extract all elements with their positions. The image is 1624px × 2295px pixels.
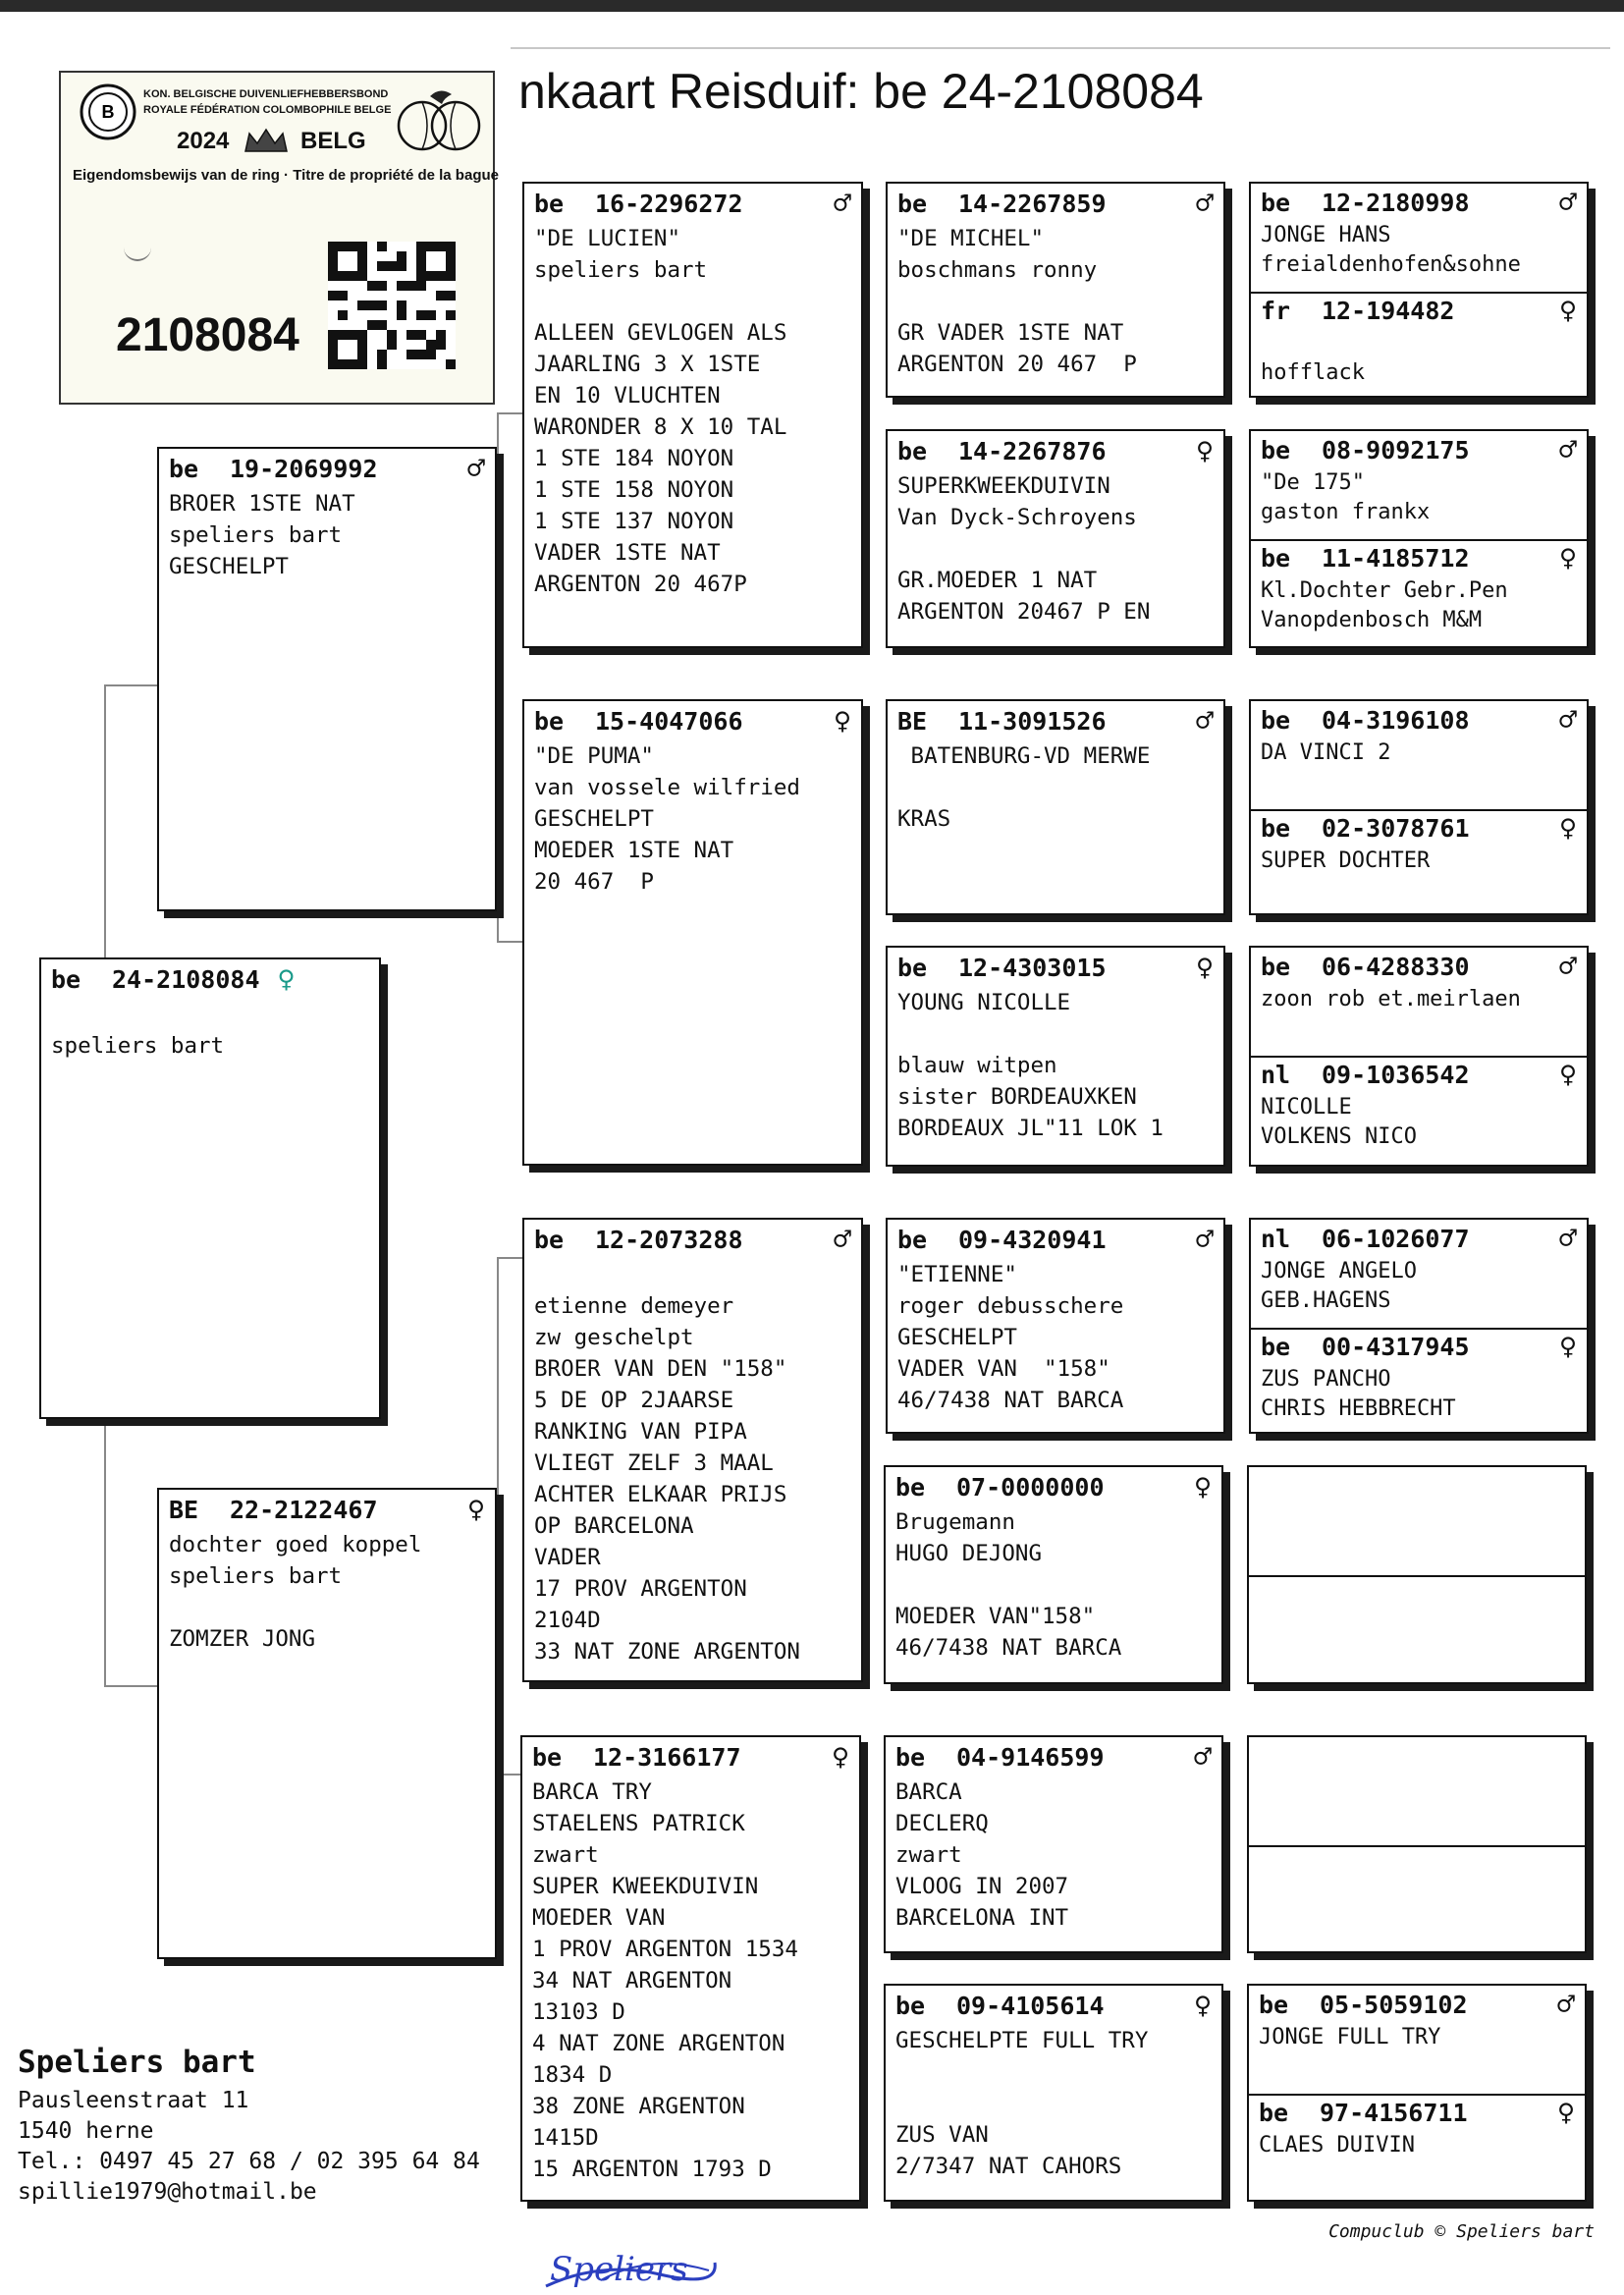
label-ring-number: 2108084 (116, 309, 299, 361)
country-code: be (534, 706, 565, 736)
owner-street: Pausleenstraat 11 (18, 2088, 249, 2113)
card-details: SUPER DOCHTER (1261, 848, 1431, 873)
male-icon: ♂ (833, 186, 851, 221)
ring-number: 12-2180998 (1322, 188, 1470, 217)
grandparent-card (520, 1735, 861, 2202)
ring-number: 12-3166177 (593, 1742, 741, 1772)
country-code: be (1261, 705, 1291, 735)
great-grandparent-card (884, 1735, 1223, 1953)
label-year: 2024 (177, 128, 230, 154)
gg-grandparent-pair (1249, 946, 1589, 1167)
card-details: BARCA TRY STAELENS PATRICK zwart SUPER KWEEKDUIVIN MOEDER VAN 1 PROV ARGENTON 1534 34 NAT ARGENTON 13103 D 4 NAT ZONE ARGENTON 1834 D 38 ZONE ARGENTON 1415D 15 ARGENTON 1793 D (532, 1779, 798, 2182)
qr-code-icon (328, 242, 456, 369)
gg-grandparent-pair-empty (1247, 1735, 1587, 1953)
signature (542, 2241, 719, 2295)
country-code: be (895, 1742, 926, 1772)
country-code: be (1259, 1990, 1289, 2019)
ring-number: 09-4320941 (958, 1225, 1107, 1254)
pair-divider (1249, 2094, 1585, 2096)
page-title: nkaart Reisduif: be 24-2108084 (518, 64, 1204, 119)
great-grandparent-card (884, 1465, 1223, 1684)
ring-number: 09-4105614 (956, 1991, 1105, 2020)
pair-divider (1251, 539, 1587, 541)
grandparent-card (522, 699, 863, 1166)
great-grandparent-card (886, 946, 1225, 1167)
country-code: BE (897, 706, 928, 736)
country-code: be (1261, 543, 1291, 573)
country-code: be (895, 1991, 926, 2020)
ring-number: 16-2296272 (595, 189, 743, 218)
gg-grandparent-pair (1249, 699, 1589, 915)
card-details: "DE PUMA" van vossele wilfried GESCHELPT MOEDER 1STE NAT 20 467 P (534, 743, 800, 895)
country-code: be (169, 454, 199, 483)
great-grandparent-card (884, 1984, 1223, 2202)
ring-number: 09-1036542 (1322, 1060, 1470, 1089)
country-code: fr (1261, 296, 1291, 325)
federation-name-fr: ROYALE FÉDÉRATION COLOMBOPHILE BELGE (143, 104, 392, 116)
title-rule (511, 47, 1610, 49)
female-icon: ♀ (1195, 433, 1214, 468)
gg-grandparent-pair (1247, 1984, 1587, 2202)
female-icon: ♀ (1558, 1329, 1577, 1364)
country-code: be (1261, 952, 1291, 981)
grandparent-card (522, 1218, 863, 1682)
country-code: nl (1261, 1224, 1291, 1253)
female-icon: ♀ (277, 961, 296, 997)
card-details: ZUS PANCHO CHRIS HEBBRECHT (1261, 1367, 1456, 1421)
card-details: GESCHELPTE FULL TRY ZUS VAN 2/7347 NAT CAHORS (895, 2028, 1149, 2179)
card-details: JONGE HANS freialdenhofen&sohne (1261, 223, 1521, 277)
country-code: be (897, 436, 928, 465)
crown-icon (242, 126, 291, 157)
male-icon: ♂ (1558, 432, 1577, 467)
federation-logo-icon (79, 82, 137, 141)
globe-pigeon-logo-icon (393, 82, 487, 153)
female-icon: ♀ (1558, 810, 1577, 846)
mother-card (157, 1488, 497, 1959)
country-code: be (1259, 2098, 1289, 2127)
card-details: etienne demeyer zw geschelpt BROER VAN DEN "158" 5 DE OP 2JAARSE RANKING VAN PIPA VLIEGT ZELF 3 MAAL ACHTER ELKAAR PRIJS OP BARCELONA VADER 17 PROV ARGENTON 2104D 33 NAT ZONE ARGENTON (534, 1293, 800, 1665)
male-icon: ♂ (466, 451, 485, 486)
card-details: CLAES DUIVIN (1259, 2133, 1415, 2158)
card-details: "ETIENNE" roger debusschere GESCHELPT VADER VAN "158" 46/7438 NAT BARCA (897, 1262, 1124, 1413)
great-grandparent-card (886, 699, 1225, 915)
label-country: BELG (300, 128, 366, 154)
great-grandparent-card (886, 182, 1225, 398)
country-code: be (51, 964, 81, 994)
ring-number: 12-194482 (1322, 296, 1455, 325)
female-icon: ♀ (1558, 1057, 1577, 1092)
card-details: BARCA DECLERQ zwart VLOOG IN 2007 BARCELONA INT (895, 1779, 1069, 1931)
country-code: be (1261, 813, 1291, 843)
ring-number: 02-3078761 (1322, 813, 1470, 843)
country-code: be (532, 1742, 563, 1772)
pair-divider (1249, 1575, 1585, 1577)
ring-number: 22-2122467 (230, 1495, 378, 1524)
female-icon: ♀ (833, 703, 851, 738)
pair-divider (1251, 1056, 1587, 1058)
card-details: DA VINCI 2 (1261, 740, 1391, 765)
hole-mark (124, 246, 151, 261)
gg-grandparent-pair-empty (1247, 1465, 1587, 1684)
grandparent-card (522, 182, 863, 648)
ring-number: 11-4185712 (1322, 543, 1470, 573)
card-details: dochter goed koppel speliers bart ZOMZER JONG (169, 1532, 422, 1652)
card-details: YOUNG NICOLLE blauw witpen sister BORDEAUXKEN BORDEAUX JL"11 LOK 1 (897, 990, 1164, 1141)
card-details: NICOLLE VOLKENS NICO (1261, 1095, 1417, 1149)
connector-father-parents (497, 412, 522, 943)
country-code: be (1261, 1332, 1291, 1361)
male-icon: ♂ (1195, 186, 1214, 221)
male-icon: ♂ (1195, 1222, 1214, 1257)
male-icon: ♂ (1558, 949, 1577, 984)
pair-divider (1251, 1328, 1587, 1330)
owner-phone: Tel.: 0497 45 27 68 / 02 395 64 84 (18, 2149, 480, 2174)
card-details: BATENBURG-VD MERWE KRAS (897, 743, 1151, 832)
card-details: zoon rob et.meirlaen (1261, 987, 1521, 1011)
card-details: JONGE FULL TRY (1259, 2025, 1441, 2049)
ring-number: 14-2267859 (958, 189, 1107, 218)
card-details: speliers bart (51, 1033, 225, 1059)
ring-number: 19-2069992 (230, 454, 378, 483)
ring-number: 12-4303015 (958, 953, 1107, 982)
male-icon: ♂ (833, 1222, 851, 1257)
gg-grandparent-pair (1249, 182, 1589, 398)
ring-label (59, 71, 499, 405)
federation-name-nl: KON. BELGISCHE DUIVENLIEFHEBBERSBOND (143, 88, 389, 100)
female-icon: ♀ (1558, 293, 1577, 328)
female-icon: ♀ (466, 1492, 485, 1527)
country-code: be (1261, 188, 1291, 217)
ring-number: 15-4047066 (595, 706, 743, 736)
country-code: be (534, 189, 565, 218)
male-icon: ♂ (1558, 702, 1577, 738)
female-icon: ♀ (831, 1739, 849, 1775)
owner-name: Speliers bart (18, 2045, 256, 2080)
connector-subject-father (104, 684, 163, 967)
subject-card (39, 957, 381, 1419)
country-code: nl (1261, 1060, 1291, 1089)
pair-divider (1249, 1845, 1585, 1847)
ring-number: 00-4317945 (1322, 1332, 1470, 1361)
ring-number: 04-3196108 (1322, 705, 1470, 735)
card-details: hofflack (1261, 360, 1365, 385)
ring-number: 06-4288330 (1322, 952, 1470, 981)
owner-email: spillie1979@hotmail.be (18, 2179, 317, 2205)
connector-mother-parents (497, 1257, 522, 1776)
owner-city: 1540 herne (18, 2118, 154, 2144)
female-icon: ♀ (1193, 1988, 1212, 2023)
country-code: be (1261, 435, 1291, 464)
ring-number: 08-9092175 (1322, 435, 1470, 464)
male-icon: ♂ (1195, 703, 1214, 738)
country-code: BE (169, 1495, 199, 1524)
great-grandparent-card (886, 1218, 1225, 1434)
card-details: Kl.Dochter Gebr.Pen Vanopdenbosch M&M (1261, 578, 1508, 632)
gg-grandparent-pair (1249, 1218, 1589, 1434)
gg-grandparent-pair (1249, 429, 1589, 648)
svg-text:Speliers: Speliers (550, 2250, 688, 2289)
ring-number: 11-3091526 (958, 706, 1107, 736)
male-icon: ♂ (1556, 1987, 1575, 2022)
ring-number: 97-4156711 (1320, 2098, 1468, 2127)
pair-divider (1251, 292, 1587, 294)
scan-top-edge (0, 0, 1624, 12)
male-icon: ♂ (1193, 1739, 1212, 1775)
country-code: be (897, 953, 928, 982)
female-icon: ♀ (1558, 540, 1577, 575)
female-icon: ♀ (1193, 1469, 1212, 1504)
ring-number: 12-2073288 (595, 1225, 743, 1254)
great-grandparent-card (886, 429, 1225, 648)
card-details: SUPERKWEEKDUIVIN Van Dyck-Schroyens GR.MOEDER 1 NAT ARGENTON 20467 P EN (897, 473, 1151, 625)
ownership-caption: Eigendomsbewijs van de ring · Titre de propriété de la bague (73, 167, 499, 184)
female-icon: ♀ (1195, 950, 1214, 985)
country-code: be (895, 1472, 926, 1502)
country-code: be (897, 1225, 928, 1254)
male-icon: ♂ (1558, 185, 1577, 220)
card-details: "DE LUCIEN" speliers bart ALLEEN GEVLOGEN ALS JAARLING 3 X 1STE EN 10 VLUCHTEN WARONDER 8 X 10 TAL 1 STE 184 NOYON 1 STE 158 NOYON 1 STE 137 NOYON VADER 1STE NAT ARGENTON 20 467P (534, 226, 787, 597)
card-details: "De 175" gaston frankx (1261, 470, 1431, 524)
ring-number: 24-2108084 (112, 964, 260, 994)
card-details: "DE MICHEL" boschmans ronny GR VADER 1STE NAT ARGENTON 20 467 P (897, 226, 1137, 377)
svg-text:B: B (101, 102, 115, 122)
card-details: JONGE ANGELO GEB.HAGENS (1261, 1259, 1417, 1313)
ring-number: 06-1026077 (1322, 1224, 1470, 1253)
ring-number: 14-2267876 (958, 436, 1107, 465)
card-details: Brugemann HUGO DEJONG MOEDER VAN"158" 46/7438 NAT BARCA (895, 1509, 1122, 1661)
card-details: BROER 1STE NAT speliers bart GESCHELPT (169, 491, 355, 579)
connector-subject-mother (104, 1418, 163, 1687)
male-icon: ♂ (1558, 1221, 1577, 1256)
country-code: be (897, 189, 928, 218)
father-card (157, 447, 497, 911)
country-code: be (534, 1225, 565, 1254)
ring-number: 04-9146599 (956, 1742, 1105, 1772)
ring-number: 05-5059102 (1320, 1990, 1468, 2019)
pair-divider (1251, 809, 1587, 811)
footer-credit: Compuclub © Speliers bart (1328, 2221, 1595, 2242)
ring-number: 07-0000000 (956, 1472, 1105, 1502)
female-icon: ♀ (1556, 2095, 1575, 2130)
